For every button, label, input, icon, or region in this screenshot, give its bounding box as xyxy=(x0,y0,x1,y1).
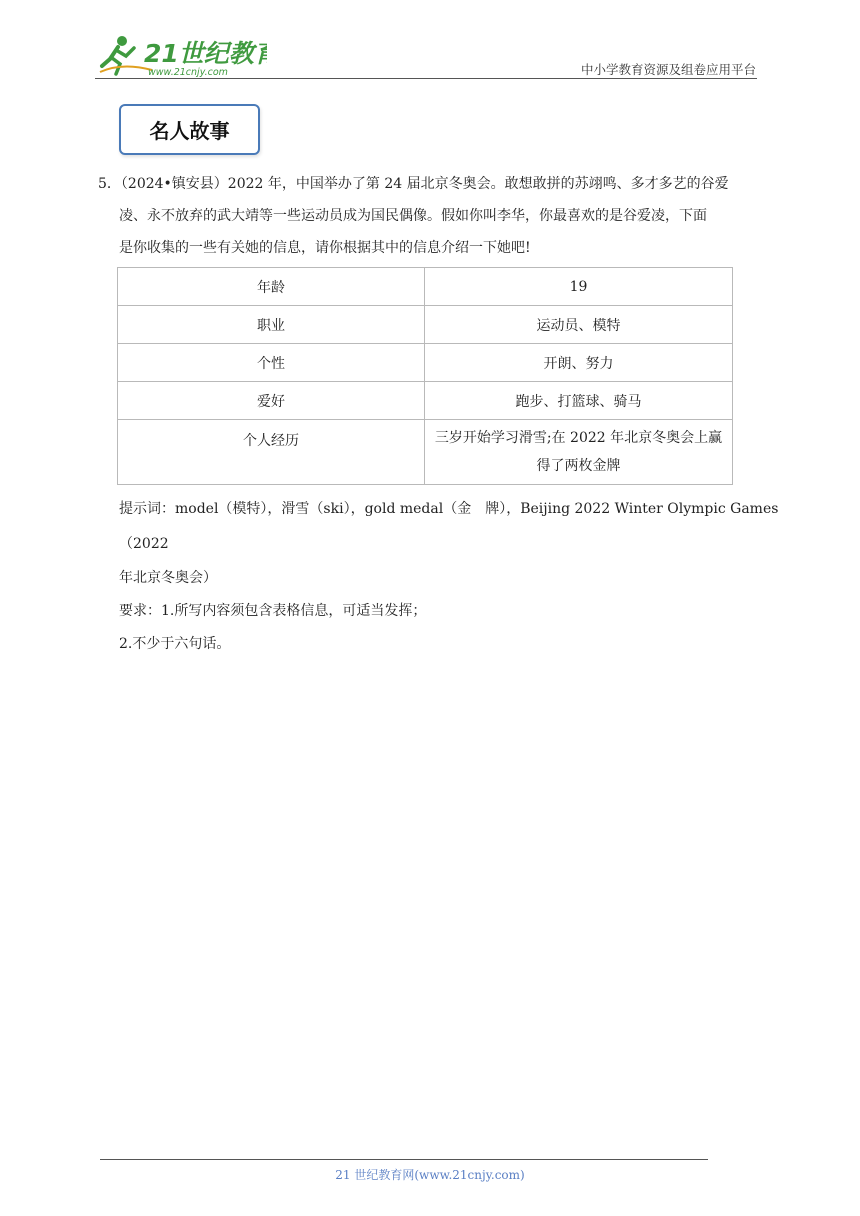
table-value: 跑步、打篮球、骑马 xyxy=(425,382,733,420)
table-value: 19 xyxy=(425,268,733,306)
header-tagline: 中小学教育资源及组卷应用平台 xyxy=(580,62,756,77)
table-key: 个人经历 xyxy=(118,420,425,485)
table-key: 个性 xyxy=(118,344,425,382)
question-line-3: 是你收集的一些有关她的信息，请你根据其中的信息介绍一下她吧! xyxy=(119,240,531,256)
table-key: 职业 xyxy=(118,306,425,344)
hint-line-3: 年北京冬奥会） xyxy=(119,570,217,586)
table-row xyxy=(118,268,733,306)
logo-url: www.21cnjy.com xyxy=(148,67,228,78)
logo-wordmark: 21世纪教育 xyxy=(144,39,267,68)
hint-line-1: 提示词：model（模特），滑雪（ski），gold medal（金 牌），Beijing 2022 Winter Olympic Games xyxy=(119,501,779,517)
header-divider xyxy=(95,78,757,79)
table-row xyxy=(118,306,733,344)
info-table xyxy=(117,267,733,485)
question-line-2: 凌、永不放弃的武大靖等一些运动员成为国民偶像。假如你叫李华，你最喜欢的是谷爱凌，下面 xyxy=(119,208,707,224)
table-row xyxy=(118,344,733,382)
table-row xyxy=(118,382,733,420)
table-value-line-2: 得了两枚金牌 xyxy=(536,458,621,474)
table-key: 爱好 xyxy=(118,382,425,420)
table-value xyxy=(425,420,733,485)
section-title-box: 名人故事 xyxy=(119,104,260,155)
requirement-line-1: 要求：1.所写内容须包含表格信息，可适当发挥； xyxy=(119,603,427,619)
table-value-line-1: 三岁开始学习滑雪;在 2022 年北京冬奥会上赢 xyxy=(434,430,723,446)
table-value: 运动员、模特 xyxy=(425,306,733,344)
question-line-1: 5．（2024•镇安县）2022 年，中国举办了第 24 届北京冬奥会。敢想敢拼的苏翊鸣、多才多艺的谷爱 xyxy=(98,176,729,192)
hint-line-2: （2022 xyxy=(119,536,169,552)
footer-source: 21 世纪教育网(www.21cnjy.com) xyxy=(335,1168,525,1182)
requirement-line-2: 2.不少于六句话。 xyxy=(119,636,231,652)
table-value: 开朗、努力 xyxy=(425,344,733,382)
table-row xyxy=(118,420,733,485)
footer-divider xyxy=(100,1159,708,1160)
table-key: 年龄 xyxy=(118,268,425,306)
site-logo xyxy=(92,32,267,80)
